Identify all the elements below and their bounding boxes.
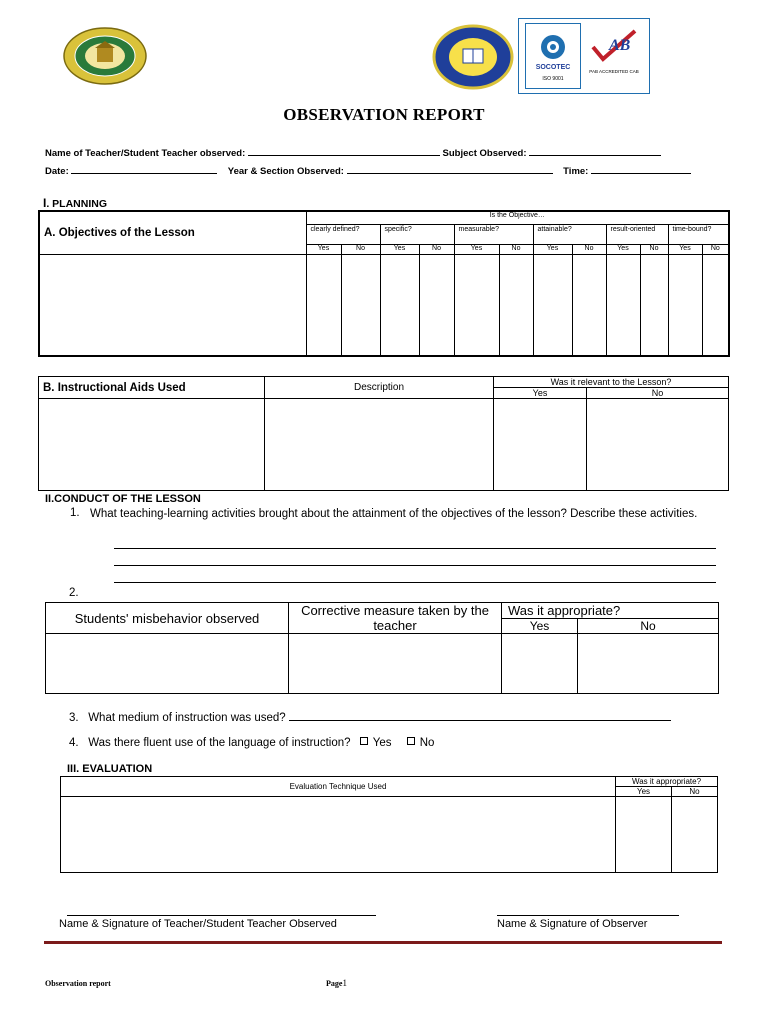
evaluation-heading: III. EVALUATION [67, 763, 153, 775]
aids-description-cell[interactable] [265, 399, 494, 491]
check-cell[interactable] [454, 254, 499, 356]
misbehavior-header: Students' misbehavior observed [46, 603, 289, 634]
planning-heading-num: I [43, 196, 47, 210]
corrective-entry-cell[interactable] [289, 634, 502, 694]
yes-header: Yes [668, 244, 702, 254]
q1-text: What teaching-learning activities brought about the attainment of the objectives of the lesson? Describe these activities. [90, 508, 698, 520]
page-title: OBSERVATION REPORT [283, 105, 485, 124]
check-cell[interactable] [640, 254, 668, 356]
footer-label: Observation report [45, 979, 111, 988]
objective-group-header: Is the Objective… [306, 211, 729, 224]
q4-yes-label: Yes [372, 737, 392, 749]
yes-header: Yes [454, 244, 499, 254]
socotec-badge [525, 23, 581, 89]
objectives-label: A. Objectives of the Lesson [39, 211, 306, 254]
no-header: No [499, 244, 533, 254]
misbehavior-no-cell[interactable] [578, 634, 719, 694]
q4-row [69, 737, 434, 749]
date-label: Date: [45, 166, 69, 177]
no-header: No [572, 244, 606, 254]
aids-relevant-header: Was it relevant to the Lesson? [494, 377, 729, 388]
observer-signature-label: Name & Signature of Observer [497, 918, 648, 930]
aids-no-header: No [587, 388, 729, 399]
date-field-row [45, 163, 691, 177]
q3-row [69, 710, 671, 724]
no-header: No [341, 244, 380, 254]
check-cell[interactable] [668, 254, 702, 356]
iso-label: ISO 9001 [542, 76, 564, 82]
planning-heading [43, 196, 107, 210]
criterion-clearly-defined: clearly defined? [306, 224, 380, 244]
socotec-icon [540, 34, 566, 60]
q3-text: What medium of instruction was used? [88, 712, 286, 724]
aids-yes-cell[interactable] [494, 399, 587, 491]
aids-entry-cell[interactable] [39, 399, 265, 491]
pab-label: AB [609, 37, 631, 54]
aids-yes-header: Yes [494, 388, 587, 399]
planning-heading-text: . PLANNING [46, 198, 108, 210]
criterion-result-oriented: result-oriented [606, 224, 668, 244]
q1-answer-line[interactable] [114, 565, 716, 566]
q3-answer-line[interactable] [289, 710, 671, 721]
check-cell[interactable] [533, 254, 572, 356]
q1-answer-line[interactable] [114, 548, 716, 549]
evaluation-technique-header: Evaluation Technique Used [61, 777, 616, 797]
subject-label: Subject Observed: [442, 148, 527, 159]
q1-answer-line[interactable] [114, 582, 716, 583]
misbehavior-no-header: No [578, 619, 719, 634]
check-cell[interactable] [341, 254, 380, 356]
teacher-signature-line[interactable] [67, 915, 376, 916]
college-of-education-seal-logo [432, 24, 514, 90]
teacher-field-row [45, 145, 661, 159]
misbehavior-yes-cell[interactable] [502, 634, 578, 694]
time-input-line[interactable] [591, 163, 691, 174]
yes-header: Yes [606, 244, 640, 254]
teacher-signature-label: Name & Signature of Teacher/Student Teacher Observed [59, 918, 337, 930]
yes-header: Yes [380, 244, 419, 254]
q4-number: 4. [69, 737, 79, 749]
observer-signature-line[interactable] [497, 915, 679, 916]
date-input-line[interactable] [71, 163, 217, 174]
check-cell[interactable] [606, 254, 640, 356]
evaluation-table [60, 776, 718, 873]
criterion-attainable: attainable? [533, 224, 606, 244]
appropriate-header: Was it appropriate? [502, 603, 719, 619]
misbehavior-yes-header: Yes [502, 619, 578, 634]
corrective-measure-header: Corrective measure taken by the teacher [289, 603, 502, 634]
check-cell[interactable] [306, 254, 341, 356]
aids-label: B. Instructional Aids Used [39, 377, 265, 399]
evaluation-appropriate-header: Was it appropriate? [616, 777, 718, 787]
check-cell[interactable] [702, 254, 729, 356]
page-number-value: 1 [342, 978, 347, 988]
certification-badges [518, 18, 650, 94]
check-cell[interactable] [419, 254, 454, 356]
criterion-measurable: measurable? [454, 224, 533, 244]
check-cell[interactable] [572, 254, 606, 356]
q4-text: Was there fluent use of the language of instruction? [88, 737, 351, 749]
q2-number: 2. [69, 587, 79, 599]
pab-badge [585, 23, 643, 87]
conduct-heading: II.CONDUCT OF THE LESSON [45, 493, 201, 505]
instructional-aids-table [38, 376, 729, 491]
criterion-specific: specific? [380, 224, 454, 244]
footer-divider [44, 941, 722, 944]
socotec-label: SOCOTEC [535, 64, 571, 71]
year-section-label: Year & Section Observed: [227, 166, 344, 177]
q4-no-label: No [419, 737, 435, 749]
objectives-table [38, 210, 730, 357]
yes-header: Yes [533, 244, 572, 254]
page-label: Page [326, 979, 343, 988]
no-header: No [702, 244, 729, 254]
time-label: Time: [563, 166, 589, 177]
teacher-label: Name of Teacher/Student Teacher observed: [45, 148, 246, 159]
objectives-entry-cell[interactable] [39, 254, 306, 356]
check-cell[interactable] [380, 254, 419, 356]
subject-input-line[interactable] [529, 145, 661, 156]
misbehavior-entry-cell[interactable] [46, 634, 289, 694]
aids-description-header: Description [265, 377, 494, 399]
no-header: No [640, 244, 668, 254]
aids-no-cell[interactable] [587, 399, 729, 491]
evaluation-no-header: No [672, 787, 718, 797]
teacher-input-line[interactable] [248, 145, 440, 156]
criterion-time-bound: time-bound? [668, 224, 729, 244]
evaluation-yes-header: Yes [616, 787, 672, 797]
year-section-input-line[interactable] [347, 163, 553, 174]
university-seal-logo [62, 26, 148, 86]
evaluation-entry-cell[interactable] [61, 797, 616, 873]
yes-header: Yes [306, 244, 341, 254]
misbehavior-table [45, 602, 719, 694]
check-cell[interactable] [499, 254, 533, 356]
q3-number: 3. [69, 712, 79, 724]
q4-no-checkbox[interactable] [407, 737, 415, 745]
pab-sub-label: PAB ACCREDITED CAB [589, 69, 639, 74]
q4-yes-checkbox[interactable] [360, 737, 368, 745]
page-number [326, 978, 347, 988]
q1-number: 1. [70, 507, 80, 519]
evaluation-no-cell[interactable] [672, 797, 718, 873]
no-header: No [419, 244, 454, 254]
evaluation-yes-cell[interactable] [616, 797, 672, 873]
